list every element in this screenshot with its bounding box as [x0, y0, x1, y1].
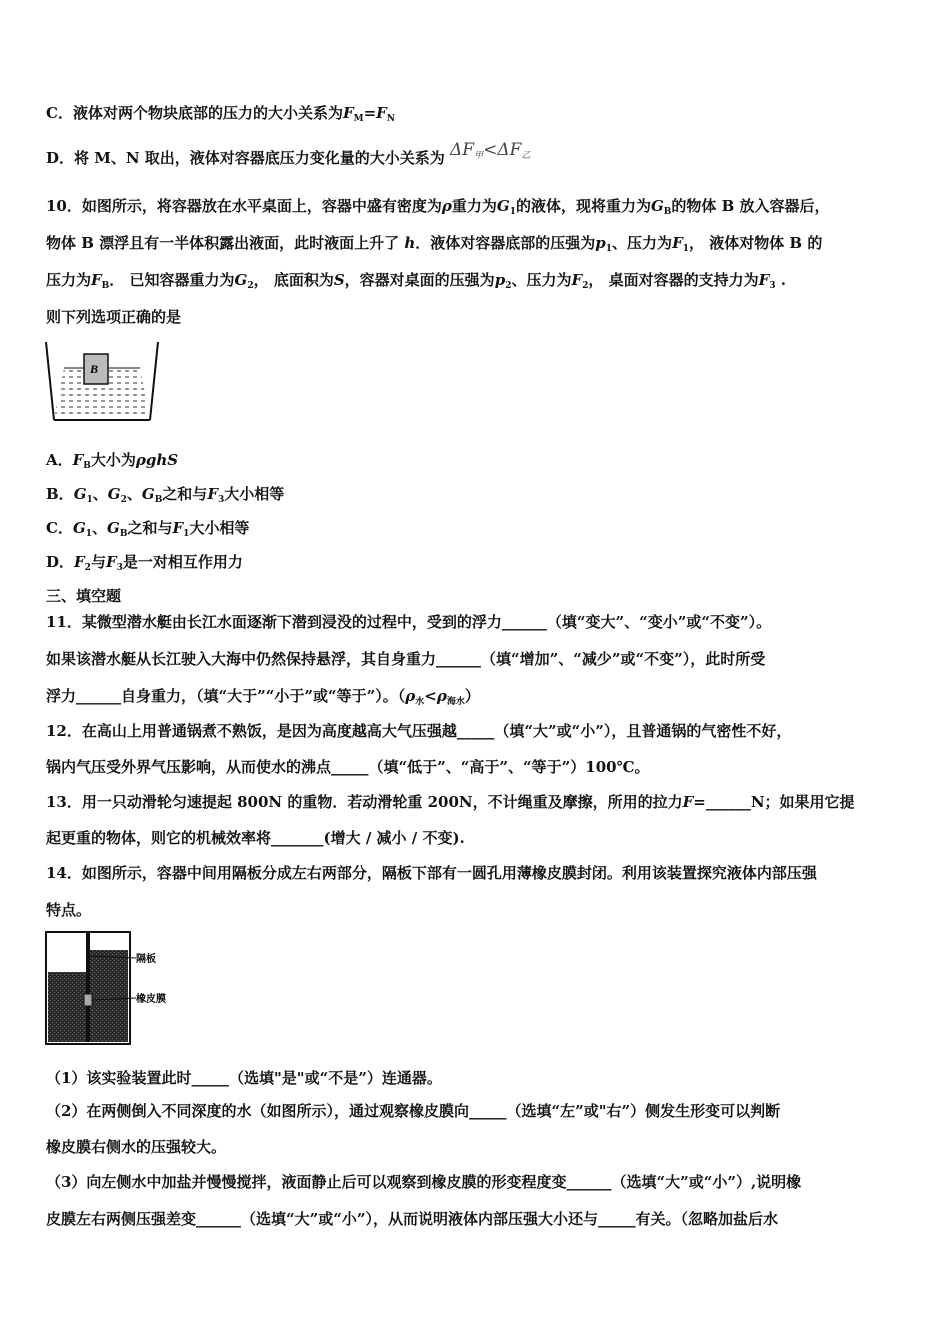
- option-text: C．液体对两个物块底部的压力的大小关系为: [46, 104, 343, 122]
- q11-line3: 浮力______自身重力，（填“大于”“小于”或“等于”）。$(\rho_水<\rho_{海水})$: [46, 687, 480, 707]
- delta-expression: $\Delta F_甲<\Delta F_乙$: [450, 140, 531, 161]
- q13-line2: 起更重的物体，则它的机械效率将_______(增大 / 减小 / 不变).: [46, 829, 465, 847]
- partition-container-figure: [44, 930, 174, 1048]
- option-c-q9: C．液体对两个物块底部的压力的大小关系为$F_M=F_N$: [46, 104, 396, 124]
- q14-part2-line1: （2）在两侧倒入不同深度的水（如图所示），通过观察橡皮膜向_____（选填“左”或"右”）侧发生形变可以判断: [46, 1102, 781, 1120]
- q10-line2: 物体 B 漂浮且有一半体积露出液面，此时液面上升了 h．液体对容器底部的压强为$p_1$、压力为$F_1$， 液体对物体 B 的: [46, 234, 823, 254]
- q11-line2: 如果该潜水艇从长江驶入大海中仍然保持悬浮，其自身重力______（填“增加”、“减少”或“不变”），此时所受: [46, 650, 766, 668]
- symbol: F: [342, 104, 354, 122]
- option-b-q10: B．$G_1$、$G_2$、$G_B$之和与$F_3$大小相等: [46, 485, 285, 505]
- q13-line1: 13．用一只动滑轮匀速提起 800N 的重物．若动滑轮重 200N，不计绳重及摩擦，所用的拉力F=______N；如果用它提: [46, 793, 855, 811]
- symbol: F: [376, 104, 387, 122]
- section-heading: 三、填空题: [46, 587, 122, 605]
- svg-text:橡皮膜: 橡皮膜: [136, 994, 166, 1005]
- q11-line1: 11．某微型潜水艇由长江水面逐渐下潜到浸没的过程中，受到的浮力______（填“变大”、“变小”或“不变”）。: [46, 613, 772, 631]
- q14-part2-line2: 橡皮膜右侧水的压强较大。: [46, 1138, 227, 1156]
- q14-part3-line1: （3）向左侧水中加盐并慢慢搅拌，液面静止后可以观察到橡皮膜的形变程度变______（选填“大”或“小”）,说明橡: [46, 1173, 802, 1191]
- svg-text:隔板: 隔板: [136, 954, 156, 965]
- q14-part1: （1）该实验装置此时_____（选填"是"或“不是”）连通器。: [46, 1069, 442, 1087]
- q10-line4: 则下列选项正确的是: [46, 308, 182, 326]
- option-text: D．将 M、N 取出，液体对容器底压力变化量的大小关系为: [46, 149, 445, 167]
- option-a-q10: A．$F_B$大小为ρghS: [46, 451, 179, 471]
- q14-line2: 特点。: [46, 901, 92, 919]
- option-d-q10: D．$F_2$与$F_3$是一对相互作用力: [46, 553, 243, 573]
- q12-line2: 锅内气压受外界气压影响，从而使水的沸点_____（填“低于”、“高于”、“等于”）100℃。: [46, 758, 650, 776]
- q14-part3-line2: 皮膜左右两侧压强差变______（选填“大”或“小”），从而说明液体内部压强大小还与_____有关。（忽略加盐后水: [46, 1210, 779, 1228]
- option-c-q10: C．$G_1$、$G_B$之和与$F_1$大小相等: [46, 519, 250, 539]
- svg-text:B: B: [90, 362, 99, 376]
- q12-line1: 12．在高山上用普通锅煮不熟饭，是因为高度越高大气压强越_____（填“大”或“小”），且普通锅的气密性不好，: [46, 722, 792, 740]
- subscript: M: [353, 114, 364, 124]
- subscript: N: [386, 114, 396, 124]
- q14-line1: 14．如图所示，容器中间用隔板分成左右两部分，隔板下部有一圆孔用薄橡皮膜封闭。利用该装置探究液体内部压强: [46, 864, 817, 882]
- q10-line3: 压力为$F_B$． 已知容器重力为$G_2$， 底面积为S，容器对桌面的压强为$p_2$、压力为$F_2$， 桌面对容器的支持力为$F_3$ .: [46, 271, 786, 291]
- q10-line1: 10．如图所示，将容器放在水平桌面上，容器中盛有密度为ρ重力为$G_1$的液体，现将重力为$G_B$的物体 B 放入容器后，: [46, 197, 830, 217]
- option-d-q9: [46, 140, 908, 168]
- container-figure-q10: [44, 338, 160, 426]
